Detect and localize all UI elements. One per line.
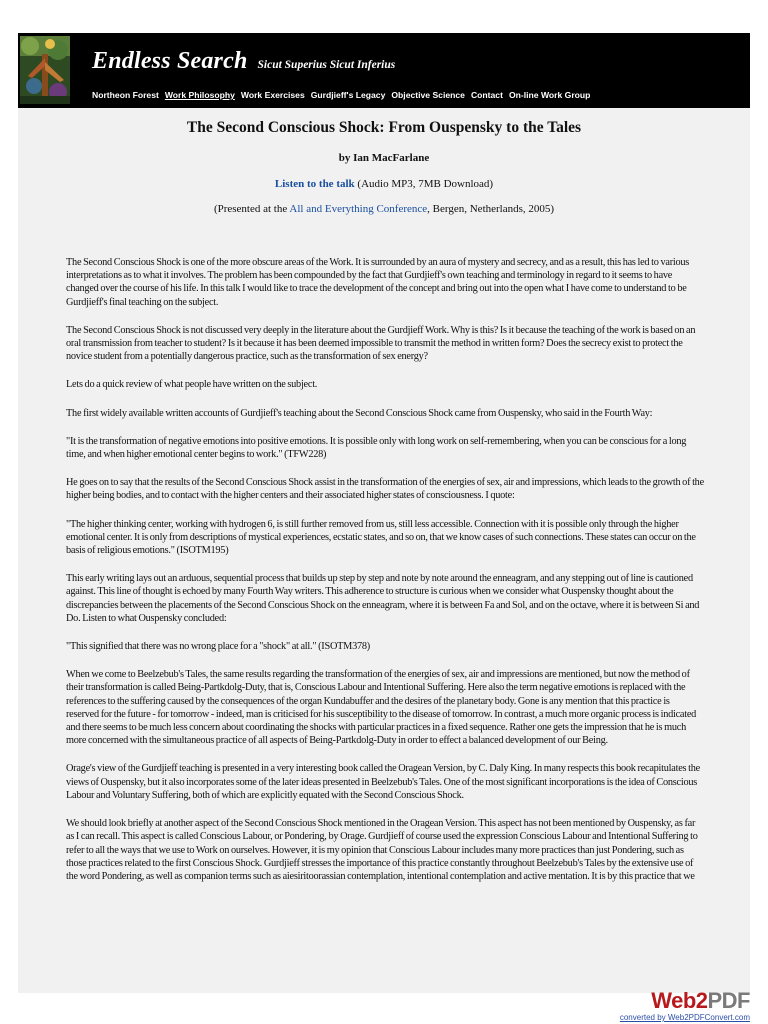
article-title: The Second Conscious Shock: From Ouspensky to the Tales bbox=[186, 119, 582, 136]
paragraph: The first widely available written accounts of Gurdjieff's teaching about the Second Conscious Shock came from Ouspensky, who said in the Fourth Way: bbox=[66, 407, 653, 419]
nav-item-gurdjieffs-legacy[interactable]: Gurdjieff's Legacy bbox=[310, 90, 386, 100]
site-header bbox=[18, 33, 750, 108]
site-name[interactable]: Endless Search bbox=[92, 48, 248, 74]
quote-paragraph: "It is the transformation of negative emotions into positive emotions. It is possible only with long work on self-remembering, when you can be conscious for a long time, and when higher emotional center begins to work." (TFW228) bbox=[66, 435, 687, 461]
listen-line bbox=[18, 178, 750, 190]
paragraph: Orage's view of the Gurdjieff teaching is presented in a very interesting book called the Oragean Version, by C. Daly King. In many respects this book recapitulates the views of Ouspensky, but it also incorporates some of the later ideas presented in Beelzebub's Tales. One of the most significant incorporations is the idea of Conscious Labour and Voluntary Suffering, both of which are explicitly equated with the Second Conscious Shock. bbox=[66, 763, 700, 801]
web2pdf-link[interactable]: converted by Web2PDFConvert.com bbox=[619, 1013, 750, 1022]
nav-item-work-philosophy[interactable]: Work Philosophy bbox=[164, 90, 235, 100]
document-page bbox=[18, 33, 750, 993]
paragraph: Lets do a quick review of what people have written on the subject. bbox=[66, 379, 318, 391]
paragraph: The Second Conscious Shock is one of the more obscure areas of the Work. It is surrounded by an aura of mystery and secrecy, and as a result, this has led to various interpretations as to what it involves. The problem has been compounded by the fact that Gurdjieff's own teaching and terminology in regard to it seems to have changed over the course of his life. In this talk I would like to trace the development of the concept and bring out into the open what I have come to understand to be Gurdjieff's final teaching on the subject. bbox=[66, 257, 690, 308]
paragraph: We should look briefly at another aspect of the Second Conscious Shock mentioned in the Oragean Version. This aspect has not been mentioned by Ouspensky, as far as I can recall. This aspect is called Conscious Labour, or Pondering, by Orage. Gurdjieff of course used the expression Conscious Labour and Intentional Suffering to refer to all the ways that we use to Work on ourselves. However, it is my opinion that Conscious Labour includes many more practices than just Pondering, such as those practices related to the first Conscious Shock. Gurdjieff stresses the importance of this practice constantly throughout Beelzebub's Tales by the extensive use of the word Pondering, as well as companion terms such as aiesiritoorassian contemplation, intentional contemplation and active mentation. It is by this practice that we bbox=[66, 818, 698, 882]
site-motto: Sicut Superius Sicut Inferius bbox=[257, 59, 396, 71]
presented-suffix: , Bergen, Netherlands, 2005) bbox=[427, 203, 555, 215]
nav-item-work-exercises[interactable]: Work Exercises bbox=[240, 90, 305, 100]
paragraph: When we come to Beelzebub's Tales, the same results regarding the transformation of the energies of sex, air and impressions are mentioned, but now the method of their transformation is called Being-Partkdolg-Duty, that is, Conscious Labour and Intentional Suffering. Here also the term negative emotions is replaced with the references to the suffering caused by the consequences of the organ Kundabuffer and the desires of the planetary body. Gone is any mention that this practice is reserved for the future - for tomorrow - indeed, man is criticised for his susceptibility to the disease of tomorrow. In contrast, a much more organic process is indicated and there seems to be much less concern about coordinating the shocks with particular practices in a fixed sequence. Rather one gets the impression that he is much more concerned with the simultaneous practice of all aspects of Being-Partkdolg-Duty in order to effect a balanced development of our Being. bbox=[66, 669, 697, 747]
web2pdf-logo[interactable]: Web2PDF bbox=[651, 988, 750, 1013]
presented-prefix: (Presented at the bbox=[213, 203, 288, 215]
paragraph: This early writing lays out an arduous, sequential process that builds up step by step and note by note around the enneagram, and any stepping out of line is cautioned against. This line of thought is echoed by many Fourth Way writers. This adherence to structure is curious when we consider what Ouspensky thought about the discrepancies between the placements of the Second Conscious Shock on the enneagram, where it is between Fa and Sol, and on the octave, where it is between Si and Do. Listen to what Ouspensky concluded: bbox=[66, 573, 700, 624]
paragraph: The Second Conscious Shock is not discussed very deeply in the literature about the Gurdjieff Work. Why is this? Is it because the teaching of the work is based on an oral transmission from teacher to student? Is it because it has been deemed impossible to transmit the method in written form? Does the secrecy exist to protect the novice student from a potentially dangerous practice, such as the transformation of sex energy? bbox=[66, 324, 696, 363]
nav-item-objective-science[interactable]: Objective Science bbox=[391, 90, 465, 100]
paragraph: He goes on to say that the results of the Second Conscious Shock assist in the transformation of the energies of sex, air and impressions, which leads to the growth of the higher being bodies, and to contact with the higher centers and their associated higher states of consciousness. I quote: bbox=[66, 477, 704, 502]
listen-link[interactable]: Listen to the talk bbox=[274, 178, 355, 190]
quote-paragraph: "The higher thinking center, working with hydrogen 6, is still further removed from us, still less accessible. Connection with it is possible only through the higher emotional center. It is only from descriptions of mystical experiences, ecstatic states, and so on, that we know cases of such connections. These states can occur on the basis of religious emotions." (ISOTM195) bbox=[66, 518, 696, 557]
listen-note: (Audio MP3, 7MB Download) bbox=[357, 178, 494, 190]
article-body bbox=[66, 256, 704, 898]
site-logo-image[interactable] bbox=[20, 36, 70, 104]
web2pdf-watermark bbox=[620, 990, 750, 1022]
nav-item-northeon-forest[interactable]: Northeon Forest bbox=[92, 90, 159, 100]
site-title bbox=[92, 48, 395, 75]
main-nav bbox=[92, 90, 596, 100]
conference-link[interactable]: All and Everything Conference bbox=[289, 203, 428, 215]
nav-item-online-work-group[interactable]: On-line Work Group bbox=[508, 90, 591, 100]
presented-line bbox=[18, 203, 750, 215]
quote-paragraph: "This signified that there was no wrong place for a "shock" at all." (ISOTM378) bbox=[66, 641, 370, 653]
nav-item-contact[interactable]: Contact bbox=[470, 90, 503, 100]
article-byline: by Ian MacFarlane bbox=[338, 152, 430, 164]
